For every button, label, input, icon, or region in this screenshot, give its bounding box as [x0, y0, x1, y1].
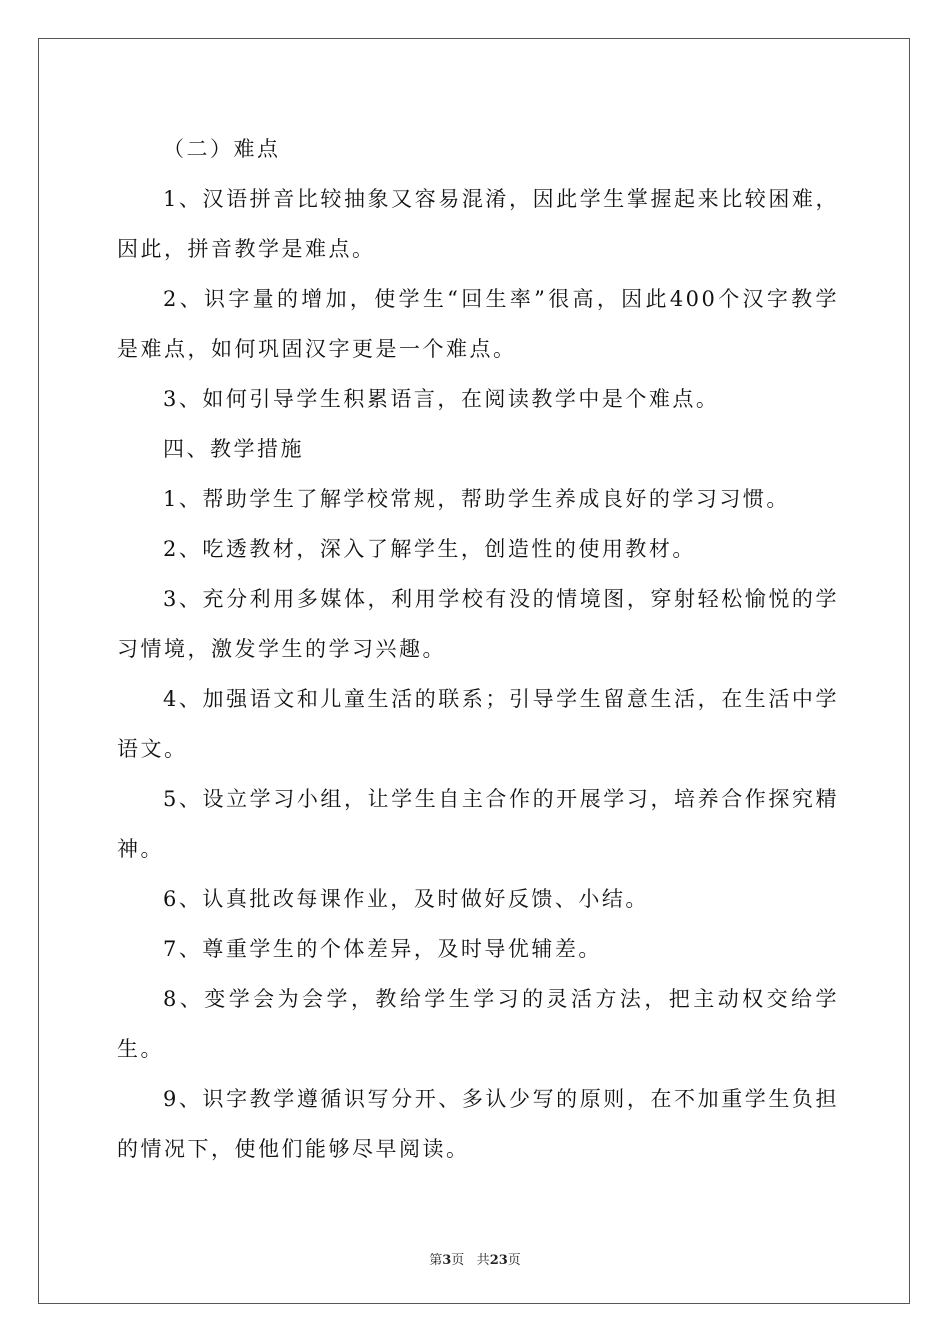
- page-suffix: 页: [451, 1253, 465, 1268]
- total-page-count: 23: [489, 1253, 508, 1268]
- measure-item-1: 1、帮助学生了解学校常规，帮助学生养成良好的学习习惯。: [163, 487, 790, 511]
- section-heading-difficulties: （二）难点: [163, 137, 281, 161]
- measure-item-7: 7、尊重学生的个体差异，及时导优辅差。: [163, 937, 602, 961]
- total-prefix: 共: [476, 1253, 490, 1268]
- page-footer: [0, 1249, 950, 1268]
- difficulty-item-3: 3、如何引导学生积累语言，在阅读教学中是个难点。: [163, 387, 720, 411]
- total-suffix: 页: [507, 1253, 521, 1268]
- measure-item-9: 9、识字教学遵循识写分开、多认少写的原则，在不加重学生负担的情况下，使他们能够尽早阅读。: [117, 1087, 839, 1161]
- section-heading-measures: 四、教学措施: [163, 437, 304, 461]
- document-body: [117, 124, 839, 1174]
- difficulty-item-2: 2、识字量的增加，使学生“回生率”很高，因此400个汉字教学是难点，如何巩固汉字更是一个难点。: [117, 287, 839, 361]
- measure-item-3: 3、充分利用多媒体，利用学校有没的情境图，穿射轻松愉悦的学习情境，激发学生的学习兴趣。: [117, 587, 839, 661]
- measure-item-5: 5、设立学习小组，让学生自主合作的开展学习，培养合作探究精神。: [117, 787, 839, 861]
- measure-item-6: 6、认真批改每课作业，及时做好反馈、小结。: [163, 887, 649, 911]
- page-prefix: 第: [429, 1253, 443, 1268]
- measure-item-8: 8、变学会为会学，教给学生学习的灵活方法，把主动权交给学生。: [117, 987, 839, 1061]
- current-page-number: 3: [442, 1253, 452, 1268]
- difficulty-item-1: 1、汉语拼音比较抽象又容易混淆，因此学生掌握起来比较困难，因此，拼音教学是难点。: [117, 187, 839, 261]
- measure-item-2: 2、吃透教材，深入了解学生，创造性的使用教材。: [163, 537, 696, 561]
- measure-item-4: 4、加强语文和儿童生活的联系；引导学生留意生活，在生活中学语文。: [117, 687, 839, 761]
